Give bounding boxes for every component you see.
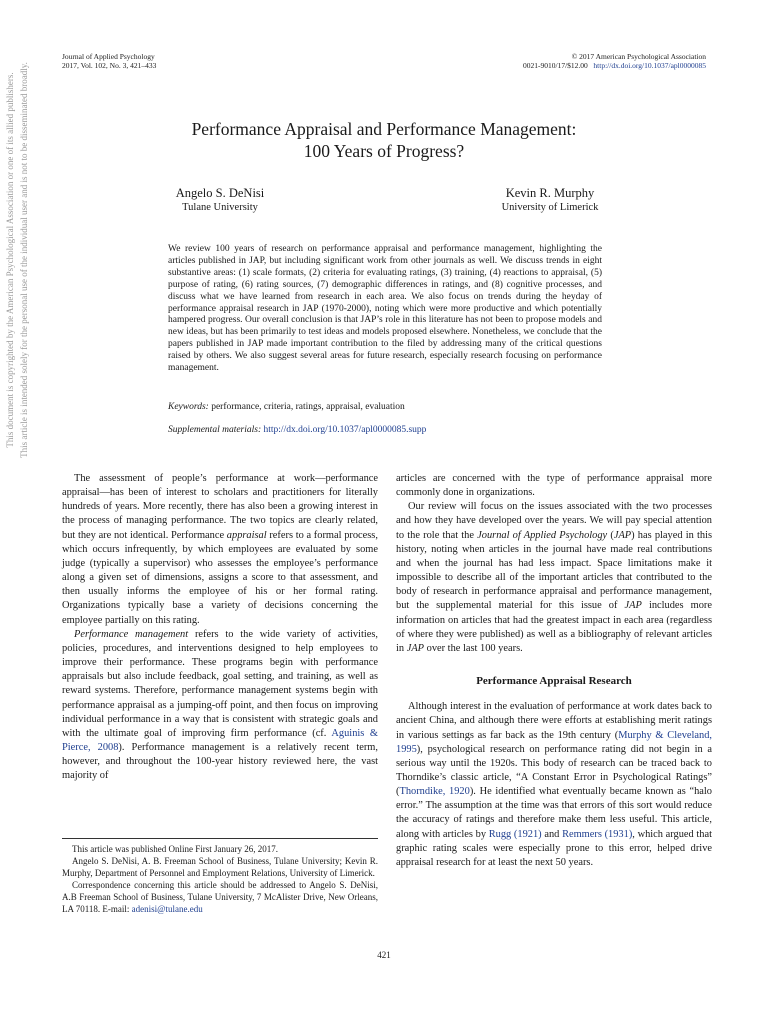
text-run: includes more information on articles that had the greatest impact in each area (regardless of where they were published) as well as a bibliography of relevant articles in (396, 600, 712, 654)
author-2 (480, 186, 620, 214)
article-title (0, 118, 768, 162)
supplemental-link[interactable]: http://dx.doi.org/10.1037/apl0000085.supp (263, 425, 427, 435)
author-affiliation: Tulane University (182, 202, 258, 213)
text-run: over the last 100 years. (426, 642, 523, 654)
title-line-1: Performance Appraisal and Performance Management: (191, 119, 577, 139)
keywords-label: Keywords: (168, 402, 209, 412)
citation-link[interactable]: Remmers (1931) (562, 828, 633, 840)
text-run: , which argued that graphic rating scales were especially prone to this error, helped drive appraisal research for at least the next 50 years. (396, 828, 713, 868)
running-header-right (523, 52, 706, 70)
author-affiliation: University of Limerick (501, 202, 599, 213)
citation-link[interactable]: Thorndike, 1920 (399, 786, 470, 798)
citation-link[interactable]: Murphy & Cleveland, 1995 (396, 729, 712, 755)
copyright-sidebar (3, 0, 63, 520)
emphasis: appraisal (226, 529, 267, 541)
text-run: Our review will focus on the issues associated with the two processes and how they have developed over the years. We will pay special attention to the role that the (396, 501, 712, 541)
text-run: refers to a formal process, which occurs infrequently, by which employees are evaluated by some judge (typically a supervisor) who assesses the employee’s performance along a given set of dimensions, assigns a score to that assessment, and then usually informs the employee of his or her formal rating. Organizations typically base a variety of decisions concerning the employee partially on this rating. (62, 529, 378, 626)
paragraph (396, 700, 712, 870)
keywords (168, 402, 405, 412)
footnote: This article was published Online First January 26, 2017. (72, 844, 278, 854)
page-number: 421 (377, 950, 391, 960)
sidebar-line-2: This article is intended solely for the personal use of the individual user and is not to be disseminated broadly. (19, 62, 29, 458)
author-name: Kevin R. Murphy (505, 186, 595, 200)
sidebar-line-1: This document is copyrighted by the American Psychological Association or one of its allied publishers. (5, 72, 15, 448)
title-line-2: 100 Years of Progress? (303, 141, 465, 161)
text-run: ). He identified what eventually became known as “halo error.” The assumption at the time was that errors of this sort would reduce the accuracy of ratings and therefore make them less useful. This article, along with articles by (396, 786, 712, 840)
price: 0021-9010/17/$12.00 (523, 61, 588, 70)
footnote: Angelo S. DeNisi, A. B. Freeman School of Business, Tulane University; Kevin R. Murphy, Department of Personnel and Employment Relations, University of Limerick. (62, 856, 378, 878)
text-run: The assessment of people’s performance at work—performance appraisal—has been of interest to scholars and practitioners for literally hundreds of years. More recently, there has also been a growing interest in the process of managing performance. The two topics are clearly related, but they are not identical. Performance (62, 473, 378, 541)
price-doi-line (523, 61, 706, 70)
text-run: Although interest in the evaluation of performance at work dates back to ancient China, and although there were efforts at establishing merit ratings in various settings as far back as the 19th century ( (396, 701, 712, 741)
text-run: refers to the wide variety of activities, policies, procedures, and interventions designed to help employees to improve their performance. These programs begin with performance appraisals but also include feedback, goal setting, and training, as well as reward systems. Therefore, performance management systems begin with performance appraisal as a jumping-off point, and then focus on improving individual performance in a way that is consistent with strategic goals and with the ultimate goal of improving firm performance (cf. (62, 628, 378, 739)
text-run: ). Performance management is a relatively recent term, however, and throughout the 100-year history reviewed here, the vast majority of (62, 741, 378, 782)
author-name: Angelo S. DeNisi (175, 186, 265, 200)
journal-name: Journal of Applied Psychology (62, 52, 155, 61)
left-column (62, 472, 378, 783)
emphasis: JAP (613, 529, 632, 541)
doi-link[interactable]: http://dx.doi.org/10.1037/apl0000085 (593, 61, 706, 70)
supplemental-label: Supplemental materials: (168, 425, 262, 435)
email-link[interactable]: adenisi@tulane.edu (131, 904, 203, 914)
author-1 (150, 186, 290, 214)
running-header-left (62, 52, 156, 70)
supplemental-materials (168, 425, 426, 435)
paragraph (62, 628, 378, 784)
journal-volume: 2017, Vol. 102, No. 3, 421–433 (62, 61, 157, 70)
right-column (396, 472, 712, 870)
abstract (168, 244, 602, 375)
citation-link[interactable]: Aguinis & Pierce, 2008 (62, 727, 378, 753)
keywords-text: performance, criteria, ratings, appraisal, evaluation (211, 402, 405, 412)
text-run: and (544, 828, 560, 840)
copyright: © 2017 American Psychological Association (571, 52, 706, 61)
abstract-text: We review 100 years of research on performance appraisal and performance management, highlighting the articles published in JAP, but including significant work from other journals as well. We discuss trends in eight substantive areas: (1) scale formats, (2) criteria for evaluating ratings, (3) training, (4) reactions to appraisal, (5) purpose of rating, (6) rating sources, (7) demographic differences in ratings, and (8) cognitive processes, and discuss what we have learned from research in each area. We also focus on trends during the heyday of performance appraisal research in JAP (1970-2000), noting which were more productive and which potentially hampered progress. Our overall conclusion is that JAP’s role in this literature has not been to propose models and new ideas, but has been primarily to test ideas and models proposed elsewhere. Nonetheless, we conclude that the papers published in JAP made important contribution to the filed by addressing many of the critical questions raised by others. We also suggest several areas for future research, especially research focusing on performance management. (168, 244, 602, 374)
emphasis: Performance management (74, 628, 189, 640)
paragraph (62, 472, 378, 628)
text-run: Correspondence concerning this article should be addressed to Angelo S. DeNisi, A.B Freeman School of Business, Tulane University, 7 McAlister Drive, New Orleans, LA 70118. E-mail: (62, 880, 378, 914)
emphasis: JAP (624, 600, 642, 612)
paragraph: Our review will focus on the issues associated with the two processes and how they have developed over the years. We will pay special attention to the role that the Journal of Applied Psychology (JAP) has played in this history, noting when articles in the journal have made real contributions and when the journal has had less impact. Space limitations make it impossible to describe all of the important articles that contributed to the body of research in performance appraisal and performance management, but the supplemental material for this issue of JAP includes more information on articles that had the greatest impact in each area (regardless of where they were published) as well as a bibliography of relevant articles in JAP over the last 100 years. (396, 501, 713, 654)
emphasis: JAP (406, 642, 425, 654)
footnote (62, 879, 378, 915)
text-run: has played in this history, noting when articles in the journal have made real contributions and when the journal has had less impact. Space limitations make it impossible to describe all of the important articles that contributed to the body of research in performance appraisal and performance management, but the supplemental material for this issue of (396, 529, 713, 612)
citation-link[interactable]: Rugg (1921) (488, 828, 542, 840)
section-heading: Performance Appraisal Research (476, 675, 632, 688)
text-run: ), psychological research on performance rating did not begin in a serious way until the 1920s. This body of research can be traced back to Thorndike’s classic article, “A Constant Error in Psychological Ratings” ( (396, 743, 712, 798)
paragraph: articles are concerned with the type of performance appraisal more commonly done in organizations. (396, 473, 712, 499)
footnotes (62, 838, 378, 915)
emphasis: Journal of Applied Psychology (477, 529, 608, 541)
